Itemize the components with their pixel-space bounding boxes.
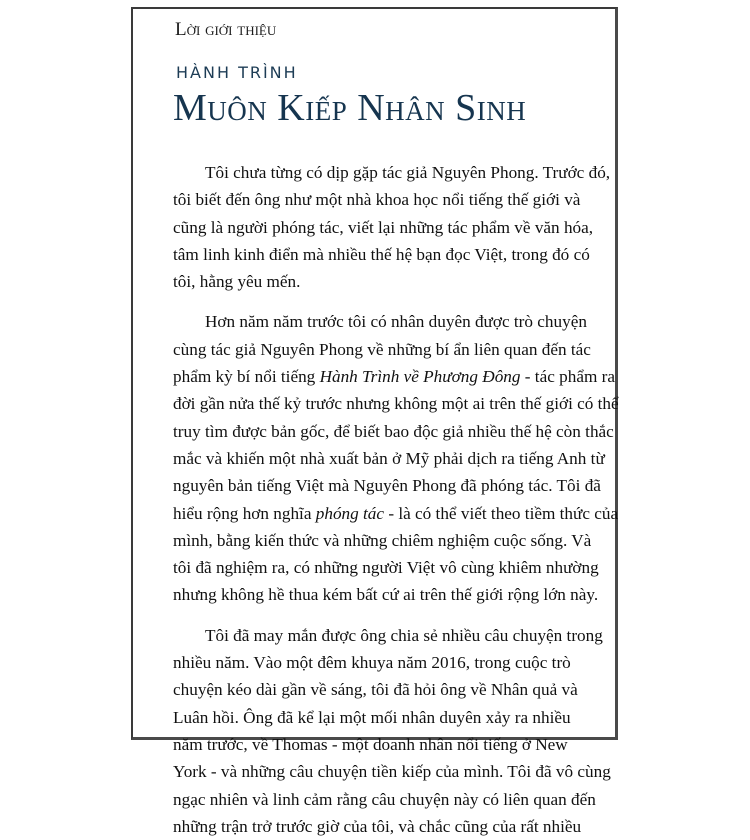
text-line: nhưng không hề thua kém bất cứ ai trên thế giới rộng lớn này. bbox=[173, 585, 599, 605]
text-line: Tôi đã may mắn được ông chia sẻ nhiều câu chuyện trong bbox=[205, 625, 603, 645]
text-line: cũng là người phóng tác, viết lại những tác phẩm về văn hóa, bbox=[173, 217, 594, 237]
text-line: truy tìm được bản gốc, để biết bao độc giả nhiều thế hệ còn thắc bbox=[173, 421, 614, 441]
chapter-subtitle: HÀNH TRÌNH bbox=[176, 63, 298, 82]
text-line: Hơn năm năm trước tôi có nhân duyên được trò chuyện bbox=[205, 312, 587, 332]
text-line bbox=[173, 363, 615, 390]
text-line: ngạc nhiên và linh cảm rằng câu chuyện này có liên quan đến bbox=[173, 789, 596, 809]
text-line: Tôi chưa từng có dịp gặp tác giả Nguyên Phong. Trước đó, bbox=[205, 163, 611, 182]
text-line: nguyên bản tiếng Việt mà Nguyên Phong đã phóng tác. Tôi đã bbox=[173, 476, 601, 496]
text-segment: phẩm kỳ bí nổi tiếng bbox=[173, 367, 320, 387]
text-line: tôi đã nghiệm ra, có những người Việt vô cùng khiêm nhường bbox=[173, 558, 599, 578]
term-italic: phóng tác bbox=[315, 503, 385, 523]
book-page bbox=[131, 7, 619, 836]
text-line: Luân hồi. Ông đã kể lại một mối nhân duyên xảy ra nhiều bbox=[173, 707, 571, 727]
text-line: cùng tác giả Nguyên Phong về những bí ẩn liên quan đến tác bbox=[173, 339, 591, 359]
body-text bbox=[173, 159, 619, 840]
text-line: York - và những câu chuyện tiền kiếp của mình. Tôi đã vô cùng bbox=[173, 762, 611, 782]
text-line: chuyện kéo dài gần về sáng, tôi đã hỏi ông về Nhân quả và bbox=[173, 680, 578, 700]
paragraph-2 bbox=[173, 308, 619, 608]
text-line: mình, bằng kiến thức và những chiêm nghiệm cuộc sống. Và bbox=[173, 530, 592, 550]
chapter-title: Muôn Kiếp Nhân Sinh bbox=[173, 87, 527, 129]
text-line: những trận trở trước giờ của tôi, và chắc cũng của rất nhiều bbox=[173, 816, 582, 836]
paragraph-3 bbox=[173, 622, 611, 840]
text-line: nhiều năm. Vào một đêm khuya năm 2016, trong cuộc trò bbox=[173, 653, 571, 673]
paragraph-1 bbox=[173, 159, 611, 295]
text-line: năm trước, về Thomas - một doanh nhân nổi tiếng ở New bbox=[173, 734, 568, 754]
text-line: tôi biết đến ông như một nhà khoa học nổi tiếng thế giới và bbox=[173, 190, 581, 210]
text-line: tâm linh kinh điển mà nhiều thế hệ bạn đọc Việt, trong đó có bbox=[173, 244, 590, 264]
text-segment: hiểu rộng hơn nghĩa bbox=[173, 503, 316, 523]
section-kicker: Lời giới thiệu bbox=[175, 19, 277, 40]
text-segment: - là có thể viết theo tiềm thức của bbox=[384, 503, 619, 523]
text-segment: - tác phẩm ra bbox=[520, 367, 615, 387]
text-line: đời gần nửa thế kỷ trước nhưng không một ai trên thế giới có thể bbox=[173, 394, 619, 414]
book-title-italic: Hành Trình về Phương Đông bbox=[319, 367, 521, 387]
text-line: mắc và khiến một nhà xuất bản ở Mỹ phải dịch ra tiếng Anh từ bbox=[173, 448, 605, 468]
text-line: tôi, hằng yêu mến. bbox=[173, 272, 301, 292]
text-line bbox=[173, 500, 619, 527]
